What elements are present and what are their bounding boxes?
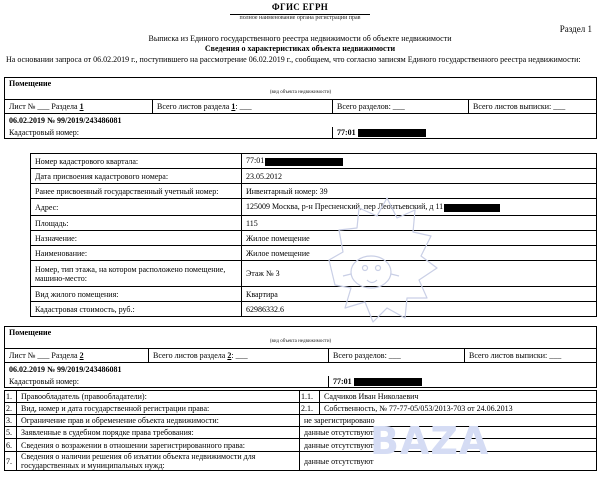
baza-watermark: BAZA xyxy=(370,419,490,463)
rights-row-subnumber: 2.1. xyxy=(300,403,320,415)
characteristic-value: 77:01 xyxy=(246,156,265,166)
sheets-in-section-tail: : ___ xyxy=(231,351,248,360)
characteristic-label: Номер кадастрового квартала: xyxy=(31,154,242,169)
sheets-in-section-label: Всего листов раздела xyxy=(157,102,230,111)
rights-row-number: 5. xyxy=(5,427,17,439)
redaction-bar xyxy=(265,158,343,166)
characteristic-row xyxy=(31,261,597,287)
characteristic-label: Наименование: xyxy=(31,246,242,261)
characteristic-value: 23.05.2012 xyxy=(246,171,282,181)
object-kind: Помещение xyxy=(9,328,52,337)
characteristic-row xyxy=(31,154,597,169)
characteristic-value-cell xyxy=(242,154,597,169)
object-kind-caption: (вид объекта недвижимости) xyxy=(269,90,332,95)
rights-row-number: 2. xyxy=(5,403,17,415)
characteristic-value: Жилое помещение xyxy=(246,248,310,258)
rights-table xyxy=(4,390,597,471)
sheets-in-section-label: Всего листов раздела xyxy=(153,351,226,360)
characteristic-label: Номер, тип этажа, на котором расположено помещение, машино-место: xyxy=(31,261,242,287)
registry-title: ФГИС ЕГРН xyxy=(271,2,329,12)
characteristic-label: Адрес: xyxy=(31,199,242,216)
characteristic-row xyxy=(31,302,597,317)
rights-row xyxy=(5,415,597,427)
characteristic-label: Ранее присвоенный государственный учетный номер: xyxy=(31,184,242,199)
rights-row-number: 1. xyxy=(5,391,17,403)
object-kind-cell xyxy=(5,78,597,100)
cadastral-number-cell xyxy=(333,127,597,139)
sheet-number: 2 xyxy=(79,351,84,360)
hedgehog-watermark xyxy=(315,190,445,340)
rights-row-label: Правообладатель (правообладатели): xyxy=(17,391,300,403)
characteristic-value: 62986332.6 xyxy=(246,304,284,314)
characteristic-value: Квартира xyxy=(246,289,278,299)
characteristic-label: Назначение: xyxy=(31,231,242,246)
rights-row-value: данные отсутствуют xyxy=(300,439,597,452)
characteristic-row xyxy=(31,287,597,302)
rights-row-label: Вид, номер и дата государственной регистрации права: xyxy=(17,403,300,415)
characteristic-label: Площадь: xyxy=(31,216,242,231)
rights-row-value: данные отсутствуют xyxy=(300,427,597,439)
cadastral-number: 77:01 xyxy=(333,376,352,386)
characteristic-row xyxy=(31,216,597,231)
sheets-in-section-cell xyxy=(149,349,329,363)
rights-row-value: не зарегистрировано xyxy=(300,415,597,427)
rights-row-value: Собственность, № 77-77-05/053/2013-703 от 24.06.2013 xyxy=(320,403,597,415)
cadastral-number: 77:01 xyxy=(337,127,356,137)
characteristic-value: 125009 Москва, р-н Пресненский, пер Леонтьевский, д 11 xyxy=(246,202,444,212)
redaction-bar xyxy=(444,204,500,212)
redaction-bar xyxy=(358,129,426,137)
rights-row xyxy=(5,427,597,439)
rights-row-label: Сведения о возражении в отношении зарегистрированного права: xyxy=(17,439,300,452)
sheet-label: Лист № ___ Раздела xyxy=(9,351,78,360)
characteristic-label: Кадастровая стоимость, руб.: xyxy=(31,302,242,317)
cadastral-label: Кадастровый номер: xyxy=(5,376,329,388)
object-kind: Помещение xyxy=(9,79,52,88)
sheet-number-cell xyxy=(5,100,153,114)
object-kind-cell xyxy=(5,327,597,349)
sheets-in-section-number: 1 xyxy=(231,102,236,111)
rights-row-subnumber: 1.1. xyxy=(300,391,320,403)
redaction-bar xyxy=(354,378,422,386)
total-sections: Всего разделов: ___ xyxy=(333,100,469,114)
cadastral-label: Кадастровый номер: xyxy=(5,127,333,139)
rights-row-value: Садчиков Иван Николаевич xyxy=(320,391,597,403)
total-sheets-extract: Всего листов выписки: ___ xyxy=(469,100,597,114)
sheets-in-section-cell xyxy=(153,100,333,114)
sheet-number: 1 xyxy=(79,102,84,111)
characteristic-label: Вид жилого помещения: xyxy=(31,287,242,302)
characteristic-value: Инвентарный номер: 39 xyxy=(246,186,328,196)
characteristic-row xyxy=(31,184,597,199)
date-number-line: 06.02.2019 № 99/2019/243486081 xyxy=(5,363,597,376)
section-label: Раздел 1 xyxy=(559,24,592,34)
rights-row xyxy=(5,391,597,403)
date-number-line: 06.02.2019 № 99/2019/243486081 xyxy=(5,114,597,127)
rights-row-number: 3. xyxy=(5,415,17,427)
rights-row-number: 6. xyxy=(5,439,17,452)
characteristics-table xyxy=(30,153,597,317)
rights-row-number: 7. xyxy=(5,452,17,471)
object-header-table-1 xyxy=(4,77,597,139)
sheet-label: Лист № ___ Раздела xyxy=(9,102,78,111)
rights-row-label: Сведения о наличии решения об изъятии объекта недвижимости для государственных и муниципальных нужд: xyxy=(17,452,300,471)
sheets-in-section-tail: : ___ xyxy=(235,102,252,111)
total-sheets-extract: Всего листов выписки: ___ xyxy=(465,349,597,363)
document-subtitle: Сведения о характеристиках объекта недвижимости xyxy=(204,44,396,53)
sheet-number-cell xyxy=(5,349,149,363)
total-sections: Всего разделов: ___ xyxy=(329,349,465,363)
rights-row xyxy=(5,403,597,415)
characteristic-row xyxy=(31,199,597,216)
characteristic-value: Этаж № 3 xyxy=(246,269,280,278)
characteristic-label: Дата присвоения кадастрового номера: xyxy=(31,169,242,184)
rights-row xyxy=(5,452,597,471)
sheets-in-section-number: 2 xyxy=(227,351,232,360)
authority-caption: полное наименование органа регистрации прав xyxy=(239,15,361,21)
characteristic-row xyxy=(31,169,597,184)
rights-row-label: Ограничение прав и обременение объекта недвижимости: xyxy=(17,415,300,427)
object-kind-caption: (вид объекта недвижимости) xyxy=(269,339,332,344)
characteristic-row xyxy=(31,231,597,246)
characteristic-value-cell xyxy=(242,169,597,184)
rights-row-label: Заявленные в судебном порядке права требования: xyxy=(17,427,300,439)
object-header-table-2 xyxy=(4,326,597,388)
characteristic-row xyxy=(31,246,597,261)
characteristic-value: Жилое помещение xyxy=(246,233,310,243)
characteristic-value: 115 xyxy=(246,218,258,228)
cadastral-number-cell xyxy=(329,376,597,388)
rights-row-value: данные отсутствуют xyxy=(300,452,597,471)
document-title: Выписка из Единого государственного реестра недвижимости об объекте недвижимости xyxy=(148,34,452,43)
rights-row xyxy=(5,439,597,452)
intro-paragraph: На основании запроса от 06.02.2019 г., поступившего на рассмотрение 06.02.2019 г., сообщаем, что согласно записям Единого государственного реестра недвижимости: xyxy=(6,55,581,64)
